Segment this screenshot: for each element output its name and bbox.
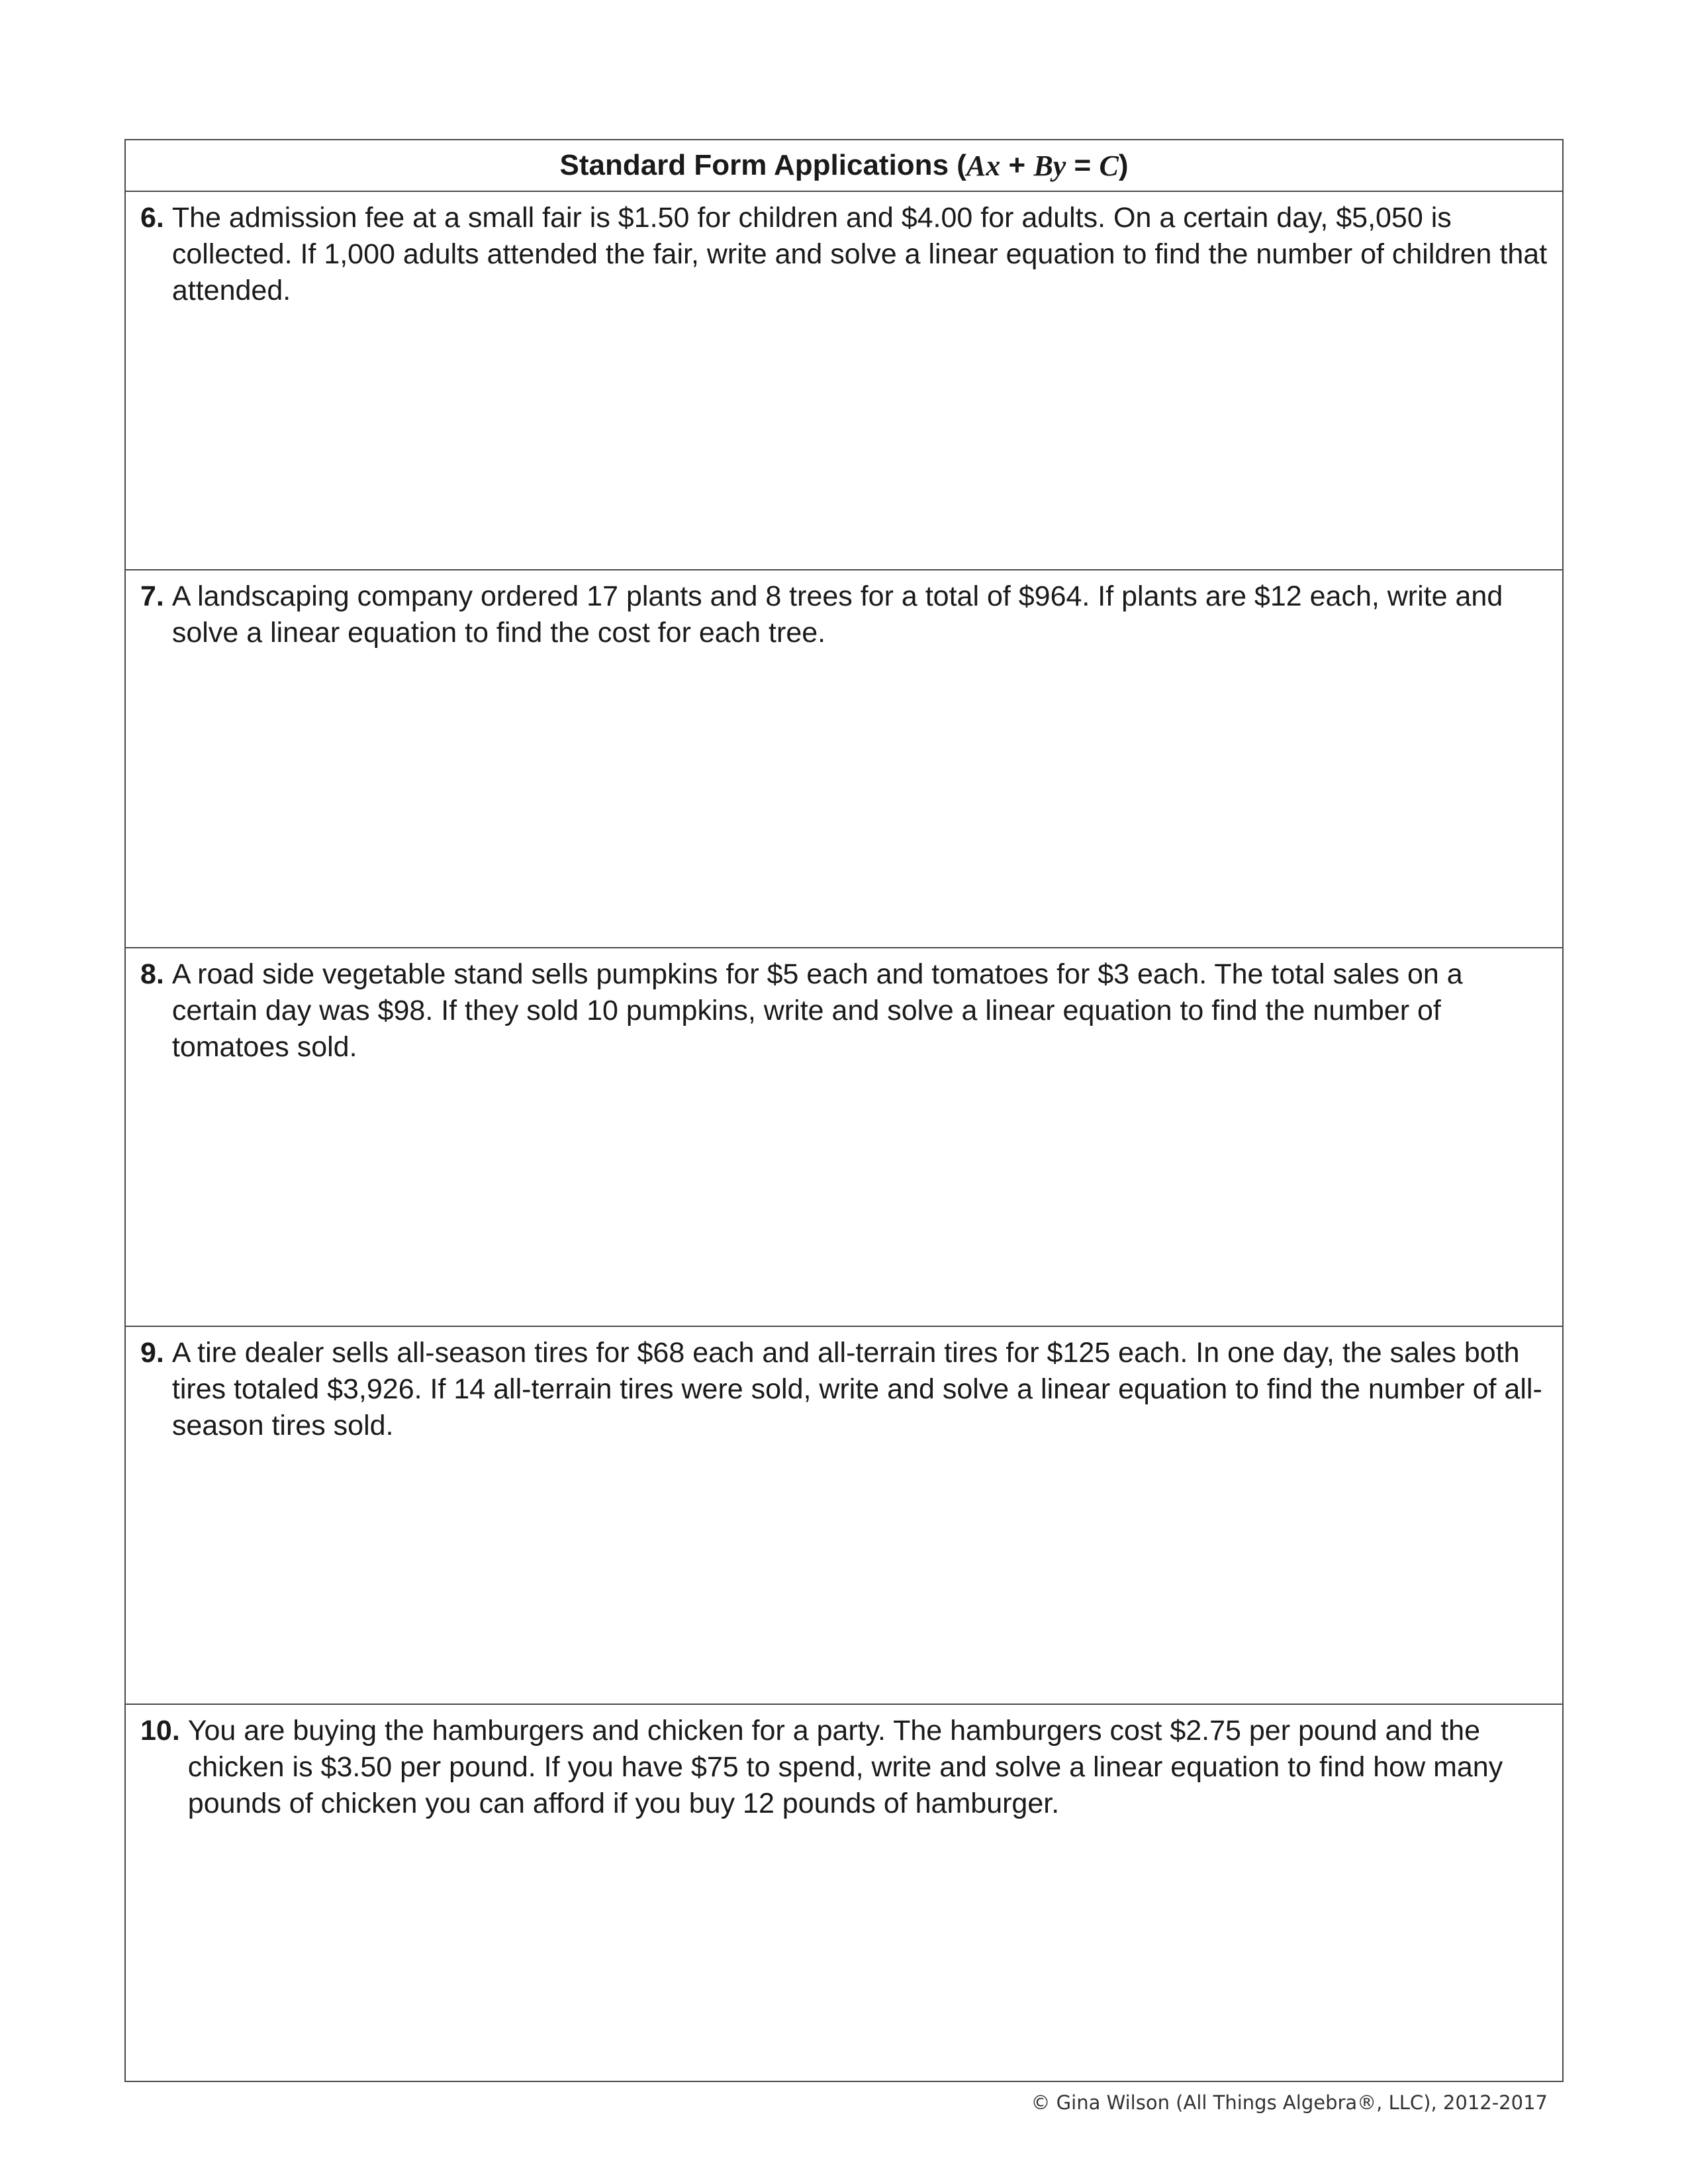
problem-8[interactable] [126,948,1562,1327]
title-close-paren: ) [1118,149,1129,181]
worksheet-title [126,140,1562,192]
problem-9[interactable] [126,1327,1562,1706]
problem-number: 9. [140,1336,164,1369]
copyright-footer: © Gina Wilson (All Things Algebra®, LLC), 2012-2017 [1031,2091,1548,2114]
problem-text: A tire dealer sells all-season tires for $68 each and all-terrain tires for $125 each. In one day, the sales both tires totaled $3,926. If 14 all-terrain tires were sold, write and solve a linear equation to find the number of all-season tires sold. [171,1336,1542,1441]
title-equals: = [1066,149,1100,181]
title-c: C [1099,149,1119,182]
problem-text: A road side vegetable stand sells pumpkins for $5 each and tomatoes for $3 each. The total sales on a certain day was $98. If they sold 10 pumpkins, write and solve a linear equation to find the number of tomatoes sold. [171,958,1463,1064]
worksheet-table [124,139,1564,2082]
problem-6[interactable] [126,192,1562,570]
problem-text: A landscaping company ordered 17 plants and 8 trees for a total of $964. If plants are $12 each, write and solve a linear equation to find the cost for each tree. [171,580,1503,649]
problem-number: 8. [140,958,164,991]
problem-text: The admission fee at a small fair is $1.50 for children and $4.00 for adults. On a certain day, $5,050 is collected. If 1,000 adults attended the fair, write and solve a linear equation to find the number of children that attended. [171,202,1548,306]
title-text: Standard Form Applications ( [559,149,966,181]
title-by: By [1033,149,1066,182]
problem-7[interactable] [126,570,1562,949]
title-ax: Ax [966,149,1001,182]
title-plus: + [1000,149,1034,181]
problem-number: 10. [140,1715,180,1747]
problem-number: 7. [140,580,164,612]
problem-10[interactable] [126,1705,1562,2083]
problem-number: 6. [140,202,164,234]
problem-text: You are buying the hamburgers and chicken for a party. The hamburgers cost $2.75 per pound and the chicken is $3.50 per pound. If you have $75 to spend, write and solve a linear equation to find how many pounds of chicken you can afford if you buy 12 pounds of hamburger. [187,1715,1503,1820]
